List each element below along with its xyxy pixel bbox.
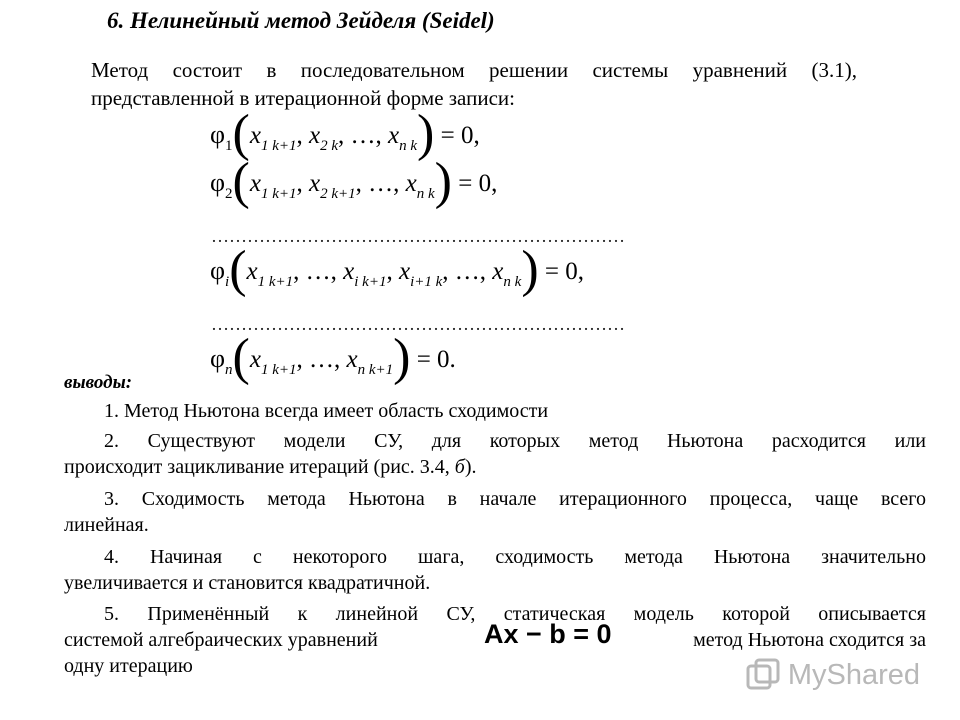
equation-2: $\varphi_2(x_{1 k+1}$, $x_{2 k+1}$, …, $x_{n k}) = 0$, bbox=[210, 153, 498, 210]
dotted-separator-1: …………………………………………………………… bbox=[211, 226, 625, 246]
conclusion-item-3: 3. Сходимость метода Ньютона в начале итерационного процесса, чаще всего линейная. bbox=[64, 488, 926, 536]
equation-i: $\varphi_i(x_{1 k+1}$, …, $x_{i k+1}$, $x_{i+1 k}$, …, $x_{n k}) = 0$, bbox=[210, 241, 584, 298]
conclusion-item-2: 2. Существуют модели СУ, для которых метод Ньютона расходится или происходит зацикливание итераций (рис. 3.4, б). bbox=[64, 430, 926, 478]
conclusion-item-5: 5. Применённый к линейной СУ, статическая модель которой описывается системой алгебраических уравнений Ax − b = 0 метод Ньютона сходится за одну итерацию bbox=[64, 603, 926, 677]
dotted-separator-2: …………………………………………………………… bbox=[211, 314, 625, 334]
page-title: 6. Нелинейный метод Зейделя (Seidel) bbox=[107, 8, 495, 33]
conclusion-item-4: 4. Начиная с некоторого шага, сходимость метода Ньютона значительно увеличивается и становится квадратичной. bbox=[64, 546, 926, 594]
conclusions-heading: выводы: bbox=[64, 372, 133, 393]
conclusion-item-1: 1. Метод Ньютона всегда имеет область сходимости bbox=[104, 400, 549, 422]
intro-line-1: Метод состоит в последовательном решении системы уравнений (3.1), bbox=[91, 58, 857, 82]
equation-n: $\varphi_n(x_{1 k+1}$, …, $x_{n k+1}) = 0$. bbox=[210, 329, 456, 386]
intro-line-2: представленной в итерационной форме записи: bbox=[91, 86, 515, 110]
watermark-text: MyShared bbox=[787, 658, 920, 691]
linear-system-formula: Ax − b = 0 bbox=[484, 619, 612, 649]
myshared-logo-icon bbox=[746, 658, 780, 692]
equation-1: $\varphi_1(x_{1 k+1}$, $x_{2 k}$, …, $x_{n k}) = 0$, bbox=[210, 105, 480, 162]
intro-paragraph bbox=[91, 56, 857, 112]
watermark bbox=[746, 658, 920, 692]
